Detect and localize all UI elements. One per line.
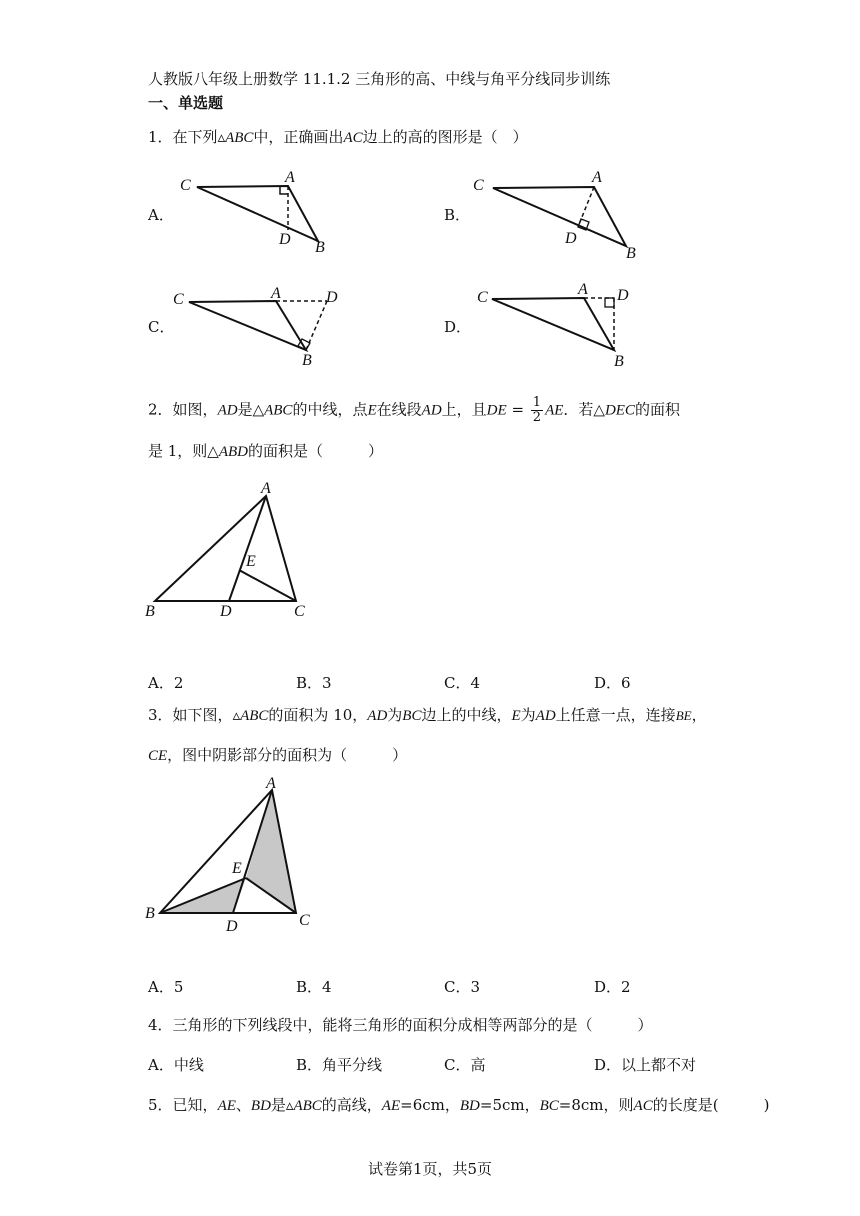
q3-option-d[interactable]: D．2 [594, 978, 631, 996]
label-b: B [145, 905, 155, 922]
q1-option-c[interactable]: C． [148, 318, 175, 336]
label-a: A [578, 281, 588, 298]
label-a: A [261, 480, 271, 497]
question-2-stem: 2．如图，AD是△ABC的中线，点E在线段AD上，且DE = $\frac{1}{2}$ AE．若△DEC的面积 [148, 395, 680, 425]
q3-option-c[interactable]: C．3 [444, 978, 481, 996]
label-c: C [473, 177, 484, 194]
q1-option-d[interactable]: D． [444, 318, 472, 336]
label-d: D [565, 230, 577, 247]
label-d: D [279, 231, 291, 248]
q4-option-a[interactable]: A．中线 [148, 1056, 204, 1074]
q4-option-c[interactable]: C．高 [444, 1056, 486, 1074]
label-a: A [592, 169, 602, 186]
label-e: E [246, 553, 256, 570]
q2-option-c[interactable]: C．4 [444, 674, 481, 692]
label-d: D [226, 918, 238, 935]
q2-option-b[interactable]: B．3 [296, 674, 332, 692]
label-c: C [294, 603, 305, 620]
paper-title: 人教版八年级上册数学 11.1.2 三角形的高、中线与角平分线同步训练 [148, 70, 611, 88]
label-c: C [180, 177, 191, 194]
question-4-stem: 4．三角形的下列线段中，能将三角形的面积分成相等两部分的是（ ） [148, 1016, 653, 1034]
question-2-stem-line2: 是 1，则△ABD的面积是（ ） [148, 442, 384, 460]
q1-option-a[interactable]: A． [148, 206, 174, 224]
q2-option-d[interactable]: D．6 [594, 674, 631, 692]
label-d: D [326, 289, 338, 306]
question-3-stem-line2: CE，图中阴影部分的面积为（ ） [148, 746, 408, 764]
label-d: D [220, 603, 232, 620]
label-b: B [315, 239, 325, 256]
label-b: B [302, 352, 312, 369]
page-footer: 试卷第1页，共5页 [367, 1160, 493, 1178]
question-1-stem: 1．在下列▵ABC中，正确画出AC边上的高的图形是（ ） [148, 128, 528, 146]
q4-option-d[interactable]: D．以上都不对 [594, 1056, 697, 1074]
question-3-stem: 3．如下图，▵ABC的面积为 10，AD为BC边上的中线，E为AD上任意一点，连接BE， [148, 706, 707, 724]
label-c: C [477, 289, 488, 306]
label-b: B [614, 353, 624, 370]
q2-option-a[interactable]: A．2 [148, 674, 184, 692]
label-d: D [617, 287, 629, 304]
q3-option-a[interactable]: A．5 [148, 978, 184, 996]
q3-option-b[interactable]: B．4 [296, 978, 332, 996]
label-a: A [266, 775, 276, 792]
q1-option-b[interactable]: B． [444, 206, 471, 224]
label-a: A [285, 169, 295, 186]
label-c: C [173, 291, 184, 308]
label-a: A [271, 285, 281, 302]
fraction-one-half: $\frac{1}{2}$ [532, 395, 542, 425]
label-b: B [626, 245, 636, 262]
label-b: B [145, 603, 155, 620]
label-c: C [299, 912, 310, 929]
section-heading: 一、单选题 [148, 94, 224, 112]
question-5-stem: 5．已知，AE、BD是▵ABC的高线，AE=6cm，BD=5cm，BC=8cm，则AC的长度是( ) [148, 1096, 770, 1114]
label-e: E [232, 860, 242, 877]
q4-option-b[interactable]: B．角平分线 [296, 1056, 383, 1074]
